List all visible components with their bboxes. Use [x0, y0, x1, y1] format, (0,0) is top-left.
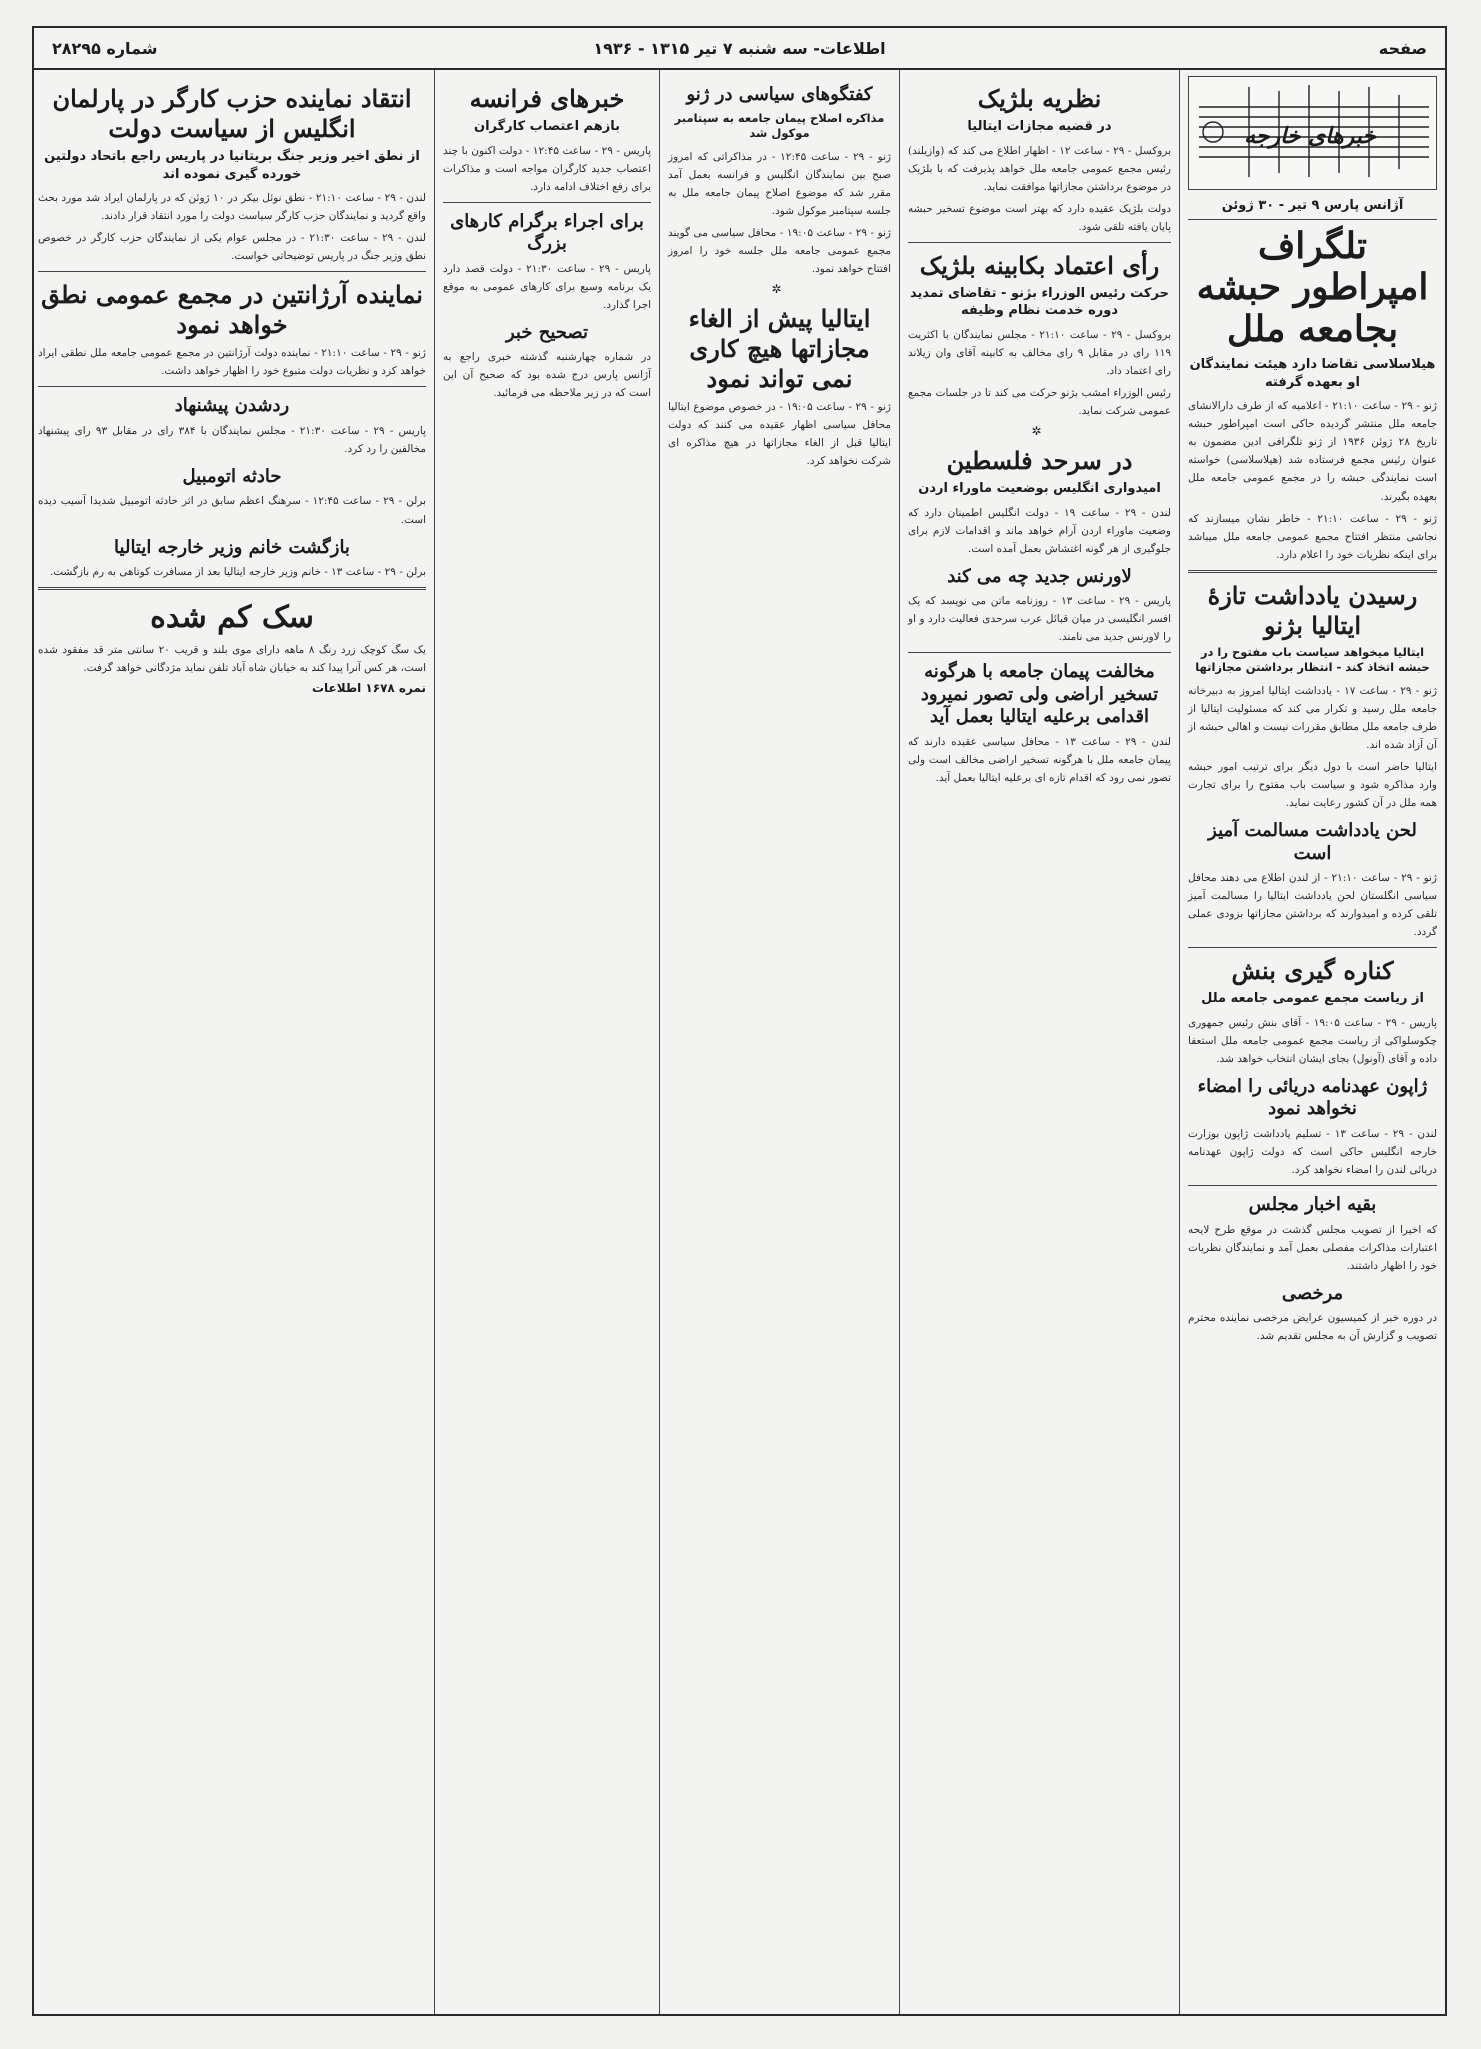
header-page-label: صفحه	[1378, 38, 1427, 58]
article-paragraph: پاریس - ۲۹ - ساعت ۱۹:۰۵ - آقای بنش رئیس جمهوری چکوسلواکی از ریاست مجمع عمومی جامعه ملل استعفا داده و آقای (آونول) بجای ایشان انتخاب خواهد شد.	[1188, 1016, 1437, 1065]
masthead-logo	[1188, 76, 1437, 190]
article-headline: حادثه اتومبیل	[182, 465, 282, 487]
page-header	[34, 28, 1445, 70]
lead-headline: تلگراف امپراطور حبشه بجامعه ملل	[1196, 225, 1429, 350]
lead-paragraph: ژنو - ۲۹ - ساعت ۲۱:۱۰ - اعلامیه که از طرف دارالانشای جامعه ملل منتشر گردیده حاکی است امپراطور حبشه تاریخ ۲۸ ژوئن ۱۹۳۶ از ژنو تلگرافی ادین مضمون به عنوان رئیس مجمع فرستاده شد (هیلاسلاسی) خواسته است نمایندگی حبشه را در مجمع عمومی جامعه ملل بعهده بگیرند.	[1188, 400, 1438, 503]
article-paragraph: در دوره خبر از کمیسیون عرایض مرخصی نماینده محترم تصویب و گزارش آن به مجلس تقدیم شد.	[1188, 1312, 1437, 1343]
article-headline: کناره گیری بنش	[1231, 956, 1394, 986]
article-headline: ژاپون عهدنامه دریائی را امضاء نخواهد نمود	[1197, 1075, 1428, 1120]
header-date: اطلاعات- سه شنبه ۷ تیر ۱۳۱۵ - ۱۹۳۶	[593, 38, 886, 58]
article-subheadline: ایتالیا میخواهد سیاست باب مفتوح را در حبشه اتخاذ کند - انتظار برداشتن مجازاتها	[1195, 644, 1430, 675]
article-headline: نماینده آرژانتین در مجمع عمومی نطق خواهد نمود	[41, 280, 423, 340]
article-subheadline: بازهم اعتصاب کارگران	[473, 119, 621, 134]
logo-text: خبرهای خارجه	[1244, 123, 1376, 149]
lost-dog-footer: نمره ۱۶۷۸ اطلاعات	[311, 681, 426, 696]
article-paragraph: بروکسل - ۲۹ - ساعت ۲۱:۱۰ - مجلس نمایندگان با اکثریت ۱۱۹ رای در مقابل ۹ رای مخالف به کابینه آقای وان زیلاند رای اعتماد داد.	[908, 328, 1172, 377]
article-paragraph: پاریس - ۲۹ - ساعت ۱۳ - روزنامه ماتن می نویسد که یک افسر انگلیسی در میان قبائل عرب سرحدی فعالیت دارد و او را لاورنس جدید می نامند.	[908, 595, 1171, 644]
article-headline: خبرهای فرانسه	[469, 84, 625, 113]
article-paragraph: در شماره چهارشنبه گذشته خبری راجع به آژانس پارس درج شده بود که صحیح آن این است که در زیر ملاحظه می فرمائید.	[443, 351, 651, 400]
article-paragraph: ژنو - ۲۹ - ساعت ۲۱:۱۰ - نماینده دولت آرژانتین در مجمع عمومی جامعه ملل نطقی ایراد خواهد کرد و نظریات دولت متبوع خود را اظهار خواهد داشت.	[38, 347, 426, 378]
article-paragraph: لندن - ۲۹ - ساعت ۱۳ - تسلیم یادداشت ژاپون بوزارت خارجه انگلیس حاکی است که دولت ژاپون عهدنامه دریائی لندن را امضاء نخواهد کرد.	[1188, 1127, 1437, 1177]
article-paragraph: ژنو - ۲۹ - ساعت ۱۷ - یادداشت ایتالیا امروز به دبیرخانه جامعه ملل رسید و تکرار می کند که مسئولیت ایتالیا از طرف جامعه ملل مطابق مقررات نیست و اهالی حبشه از آن آزاد شده اند.	[1188, 684, 1437, 751]
column-5	[30, 70, 435, 2014]
article-subheadline: از نطق اخیر وزیر جنگ بریتانیا در پاریس راجع باتحاد دولتین خورده گیری نموده اند	[44, 149, 420, 182]
article-headline: بقیه اخبار مجلس	[1248, 1194, 1377, 1216]
agency-dateline: آژانس پارس ۹ تیر - ۳۰ ژوئن	[1221, 198, 1404, 213]
article-headline: ردشدن پیشنهاد	[174, 395, 290, 417]
column-1	[1180, 70, 1445, 2014]
article-headline: تصحیح خبر	[505, 321, 589, 343]
article-paragraph: برلن - ۲۹ - ساعت ۱۲:۴۵ - سرهنگ اعظم سابق در اثر حادثه اتومبیل شدیدا آسیب دیده است.	[38, 495, 427, 526]
column-3: کفتگوهای سیاسی در ژنو مذاکره اصلاح پیمان جامعه به سپتامبر موکول شد ژنو - ۲۹ - ساعت ۱۲:۴۵ - در مذاکراتی که امروز صبح بین نمایندگان انگلیس و فرانسه بعمل آمد مقرر شد که موضوع اصلاح پیمان جامعه ملل به جلسه سپتامبر موکول شود. ژنو - ۲۹ - ساعت ۱۹:۰۵ - محافل سیاسی می گویند مجمع عمومی جامعه ملل جلسه خود را امروز افتتاح خواهد نمود. ✲ ایتالیا پیش از الغاء مجازاتها هیچ کاری نمی تواند نمود ژنو - ۲۹ - ساعت ۱۹:۰۵ - در خصوص موضوع ایتالیا محافل سیاسی اظهار عقیده می کنند که دولت ایتالیا قبل از الغاء مجازاتها در هیچ مذاکره ای شرکت نخواهد کرد.	[660, 70, 900, 2014]
article-paragraph: ژنو - ۲۹ - ساعت ۱۹:۰۵ - محافل سیاسی می گویند مجمع عمومی جامعه ملل جلسه خود را امروز افتتاح خواهد نمود.	[668, 226, 891, 275]
lost-dog-paragraph: یک سگ کوچک زرد رنگ ۸ ماهه دارای موی بلند و قریب ۲۰ سانتی متر قد مفقود شده است، هر کس آنرا پیدا کند به خیابان شاه آباد تلفن نماید مژدگانی خواهد گرفت.	[38, 644, 426, 675]
article-headline: رأی اعتماد بکابینه بلژیک	[919, 250, 1160, 280]
article-paragraph: دولت بلژیک عقیده دارد که بهتر است موضوع تسخیر حبشه پایان یافته تلقی شود.	[908, 202, 1171, 233]
article-subheadline: از ریاست مجمع عمومی جامعه ملل	[1201, 991, 1424, 1007]
article-paragraph: لندن - ۲۹ - ساعت ۱۹ - دولت انگلیس اطمینان دارد که وضعیت ماوراء اردن آرام خواهد ماند و اقدامات لازم برای جلوگیری از هر گونه اغتشاش بعمل آمده است.	[908, 506, 1171, 555]
article-paragraph: لندن - ۲۹ - ساعت ۲۱:۳۰ - در مجلس عوام یکی از نمایندگان حزب کارگر در خصوص نطق وزیر جنگ در پاریس توضیحاتی خواست.	[38, 232, 426, 263]
article-paragraph: لندن - ۲۹ - ساعت ۲۱:۱۰ - نطق نوئل بیکر در ۱۰ ژوئن که در پارلمان ایراد شد مورد بحث واقع گردید و نمایندگان حزب کارگر سیاست دولت را مورد انتقاد قرار دادند.	[38, 192, 426, 223]
article-subheadline: در قضیه مجازات ایتالیا	[967, 119, 1112, 134]
article-headline: لحن یادداشت مسالمت آمیز است	[1208, 820, 1417, 864]
article-paragraph: ژنو - ۲۹ - ساعت ۱۲:۴۵ - در مذاکراتی که امروز صبح بین نمایندگان انگلیس و فرانسه بعمل آمد مقرر شد که موضوع اصلاح پیمان جامعه ملل به جلسه سپتامبر موکول شود.	[668, 150, 891, 217]
article-paragraph: لندن - ۲۹ - ساعت ۱۳ - محافل سیاسی عقیده دارند که پیمان جامعه ملل با هرگونه تسخیر اراضی مخالف است ولی تصور نمی رود که اقدام تازه ای برعلیه ایتالیا بعمل آید.	[908, 735, 1171, 785]
lead-paragraph: ژنو - ۲۹ - ساعت ۲۱:۱۰ - خاطر نشان میسازند که نجاشی منتظر افتتاح مجمع عمومی جامعه ملل میباشد برای اینکه نظریات خود را اعلام دارد.	[1188, 512, 1437, 561]
article-paragraph: بروکسل - ۲۹ - ساعت ۱۲ - اظهار اطلاع می کند که (وازیلند) رئیس مجمع عمومی جامعه ملل خواهد پذیرفت که با بلژیک در موضوع برداشتن مجازاتها موافقت نماید.	[908, 144, 1172, 193]
article-paragraph: ژنو - ۲۹ - ساعت ۱۹:۰۵ - در خصوص موضوع ایتالیا محافل سیاسی اظهار عقیده می کنند که دولت ایتالیا قبل از الغاء مجازاتها در هیچ مذاکره ای شرکت نخواهد کرد.	[668, 400, 892, 467]
article-paragraph: برلن - ۲۹ - ساعت ۱۳ - خانم وزیر خارجه ایتالیا بعد از مسافرت کوتاهی به رم بازگشت.	[49, 566, 426, 579]
article-headline: بازگشت خانم وزیر خارجه ایتالیا	[114, 536, 350, 558]
article-headline: کفتگوهای سیاسی در ژنو	[686, 84, 873, 105]
article-headline: رسیدن یادداشت تازهٔ ایتالیا بژنو	[1207, 580, 1418, 640]
article-subheadline: امیدواری انگلیس بوضعیت ماوراء اردن	[918, 481, 1161, 497]
column-2: نظریه بلژیک در قضیه مجازات ایتالیا بروکسل - ۲۹ - ساعت ۱۲ - اظهار اطلاع می کند که (وازیلند) رئیس مجمع عمومی جامعه ملل خواهد پذیرفت که با بلژیک در موضوع برداشتن مجازاتها موافقت نماید. دولت بلژیک عقیده دارد که بهتر است موضوع تسخیر حبشه پایان یافته تلقی شود. رأی اعتماد بکابینه بلژیک حرکت رئیس الوزراء بژنو - تقاضای تمدید دوره خدمت نظام وظیفه بروکسل - ۲۹ - ساعت ۲۱:۱۰ - مجلس نمایندگان با اکثریت ۱۱۹ رای در مقابل ۹ رای مخالف به کابینه آقای وان زیلاند رای اعتماد داد. رئیس الوزراء امشب بژنو حرکت می کند تا در جلسات مجمع عمومی شرکت نماید. ✲ در سرحد فلسطین امیدواری انگلیس بوضعیت ماوراء اردن لندن - ۲۹ - ساعت ۱۹ - دولت انگلیس اطمینان دارد که وضعیت ماوراء اردن آرام خواهد ماند و اقدامات لازم برای جلوگیری از هر گونه اغتشاش بعمل آمده است. لاورنس جدید چه می کند پاریس - ۲۹ - ساعت ۱۳ - روزنامه ماتن می نویسد که یک افسر انگلیسی در میان قبائل عرب سرحدی فعالیت دارد و او را لاورنس جدید می نامند. مخالفت پیمان جامعه با هرگونه تسخیر اراضی ولی تصور نمیرود اقدامی برعلیه ایتالیا بعمل آید لندن - ۲۹ - ساعت ۱۳ - محافل سیاسی عقیده دارند که پیمان جامعه ملل با هرگونه تسخیر اراضی مخالف است ولی تصور نمی رود که اقدام تازه ای برعلیه ایتالیا بعمل آید.	[900, 70, 1180, 2014]
article-paragraph: رئیس الوزراء امشب بژنو حرکت می کند تا در جلسات مجمع عمومی شرکت نماید.	[908, 387, 1171, 418]
article-headline: لاورنس جدید چه می کند	[947, 565, 1132, 587]
lost-dog-headline: سک کم شده	[150, 600, 314, 636]
article-subheadline: مذاکره اصلاح پیمان جامعه به سپتامبر موکول شد	[674, 110, 885, 141]
article-paragraph: پاریس - ۲۹ - ساعت ۲۱:۳۰ - مجلس نمایندگان با ۳۸۴ رای در مقابل ۹۳ رای پیشنهاد مخالفین را رد کرد.	[38, 424, 426, 455]
article-paragraph: پاریس - ۲۹ - ساعت ۲۱:۳۰ - دولت قصد دارد یک برنامه وسیع برای کارهای عمومی به موقع اجرا گذارد.	[443, 262, 651, 311]
newspaper-page	[32, 26, 1447, 2016]
article-headline: انتقاد نماینده حزب کارگر در پارلمان انگلیس از سیاست دولت	[52, 84, 412, 143]
article-paragraph: ژنو - ۲۹ - ساعت ۲۱:۱۰ - از لندن اطلاع می دهند محافل سیاسی انگلستان لحن یادداشت ایتالیا را مسالمت آمیز تلقی کرده و امیدوارند که برداشتن مجازاتها بزودی عملی گردد.	[1188, 872, 1437, 939]
article-paragraph: پاریس - ۲۹ - ساعت ۱۲:۴۵ - دولت اکنون با چند اعتصاب جدید کارگران مواجه است و مذاکرات برای رفع اختلاف ادامه دارد.	[443, 144, 651, 193]
header-issue-number: شماره ۲۸۲۹۵	[52, 38, 158, 58]
article-paragraph: که اخیرا از تصویب مجلس گذشت در موقع طرح لایحه اعتبارات مذاکرات مفصلی بعمل آمد و نمایندگان نظریات خود را اظهار داشتند.	[1188, 1223, 1437, 1272]
article-headline: ایتالیا پیش از الغاء مجازاتها هیچ کاری نمی تواند نمود	[688, 303, 871, 393]
article-headline: مخالفت پیمان جامعه با هرگونه تسخیر اراضی ولی تصور نمیرود اقدامی برعلیه ایتالیا بعمل آید	[920, 661, 1159, 728]
column-4	[435, 70, 660, 2014]
article-headline: نظریه بلژیک	[977, 84, 1102, 113]
article-headline: برای اجراء برگرام کارهای بزرگ	[450, 210, 644, 255]
article-paragraph: ایتالیا حاضر است با دول دیگر برای ترتیب امور حبشه وارد مذاکره شود و سیاست باب مفتوح را برای تجارت همه ملل در آن کشور رعایت نماید.	[1188, 760, 1437, 809]
lead-subheadline: هیلاسلاسی تقاضا دارد هیئت نمایندگان او بعهده گرفته	[1189, 357, 1436, 390]
article-headline: مرخصی	[1281, 1282, 1344, 1304]
article-headline: در سرحد فلسطین	[946, 446, 1133, 476]
article-subheadline: حرکت رئیس الوزراء بژنو - تقاضای تمدید دوره خدمت نظام وظیفه	[910, 285, 1169, 319]
